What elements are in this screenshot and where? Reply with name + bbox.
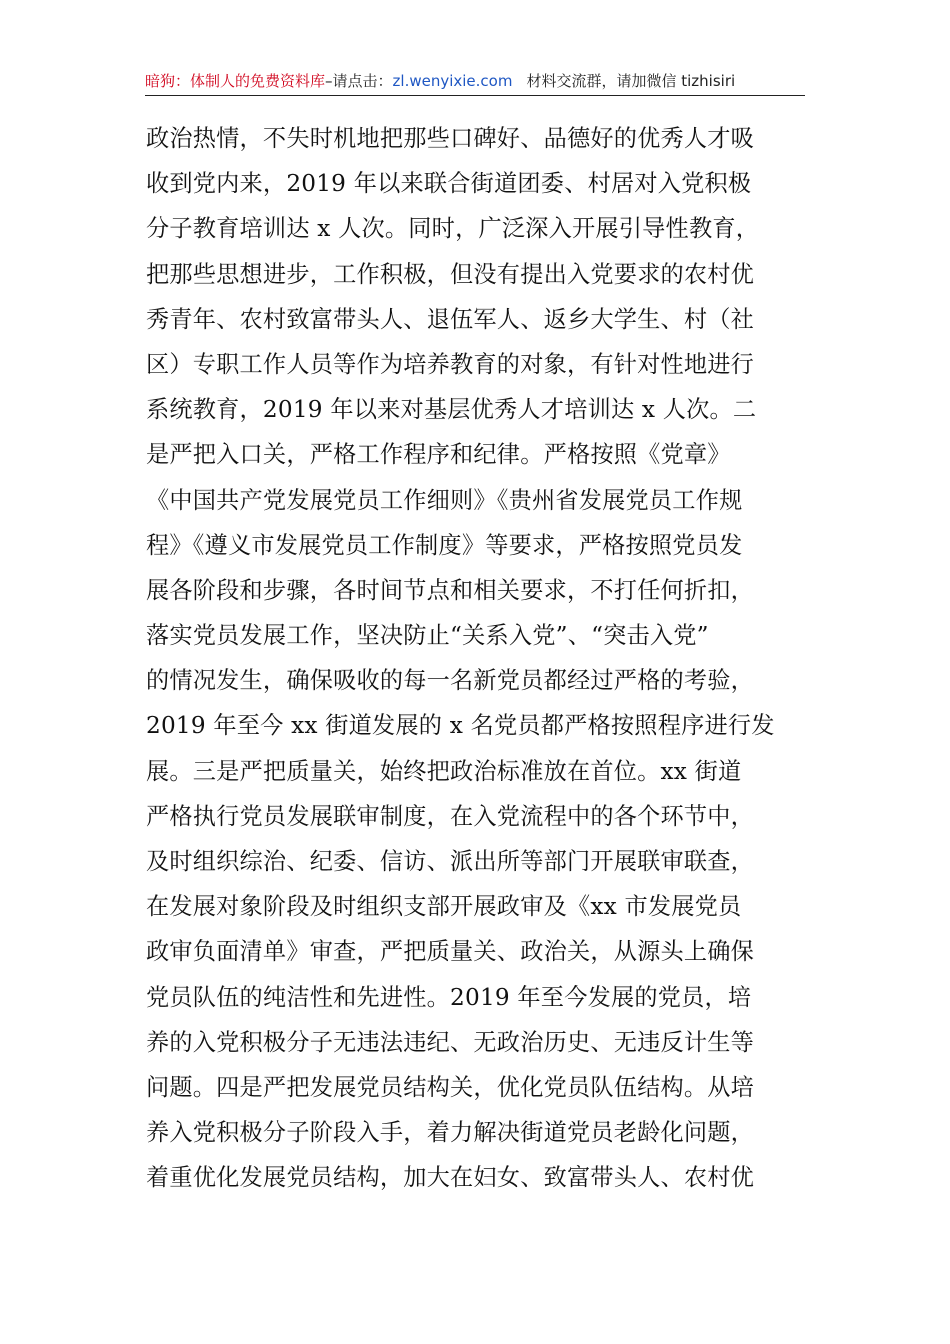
body-line: 着重优化发展党员结构，加大在妇女、致富带头人、农村优 (146, 1164, 755, 1192)
body-line: 严格执行党员发展联审制度，在入党流程中的各个环节中， (146, 802, 755, 830)
body-line: 分子教育培训达 x 人次。同时，广泛深入开展引导性教育， (146, 215, 760, 243)
body-line: 2019 年至今 xx 街道发展的 x 名党员都严格按照程序进行发 (146, 712, 775, 740)
body-line: 养入党积极分子阶段入手，着力解决街道党员老龄化问题， (146, 1119, 755, 1147)
header-click-prompt: –请点击： (325, 72, 393, 90)
body-line: 程》《遵义市发展党员工作制度》等要求，严格按照党员发 (146, 531, 743, 559)
header-divider (145, 95, 805, 96)
body-line: 是严把入口关，严格工作程序和纪律。严格按照《党章》 (146, 441, 731, 469)
body-line: 把那些思想进步，工作积极，但没有提出入党要求的农村优 (146, 260, 755, 288)
body-line: 政审负面清单》审查，严把质量关、政治关，从源头上确保 (146, 938, 755, 966)
header-url-link[interactable]: zl.wenyixie.com (392, 72, 513, 90)
body-line: 区）专职工作人员等作为培养教育的对象，有针对性地进行 (146, 350, 755, 378)
body-line: 政治热情，不失时机地把那些口碑好、品德好的优秀人才吸 (146, 125, 755, 152)
body-line: 系统教育，2019 年以来对基层优秀人才培训达 x 人次。二 (146, 396, 757, 424)
document-header (145, 68, 805, 94)
body-line: 展。三是严把质量关，始终把政治标准放在首位。xx 街道 (146, 757, 742, 785)
body-line: 养的入党积极分子无违法违纪、无政治历史、无违反计生等 (146, 1028, 755, 1056)
document-body (146, 116, 812, 1201)
body-line: 的情况发生，确保吸收的每一名新党员都经过严格的考验， (146, 667, 755, 695)
body-line: 秀青年、农村致富带头人、退伍军人、返乡大学生、村（社 (146, 305, 755, 333)
body-line: 及时组织综治、纪委、信访、派出所等部门开展联审联查， (146, 848, 755, 875)
body-line: 《中国共产党发展党员工作细则》《贵州省发展党员工作规 (146, 486, 743, 514)
body-line: 展各阶段和步骤，各时间节点和相关要求，不打任何折扣， (146, 576, 755, 604)
body-line: 问题。四是严把发展党员结构关，优化党员队伍结构。从培 (146, 1073, 755, 1101)
header-wechat-note: 材料交流群，请加微信 tizhisiri (526, 72, 736, 90)
body-line: 在发展对象阶段及时组织支部开展政审及《xx 市发展党员 (146, 893, 742, 921)
header-site-name: 暗狗：体制人的免费资料库 (145, 72, 326, 90)
body-line: 党员队伍的纯洁性和先进性。2019 年至今发展的党员，培 (146, 983, 752, 1011)
body-line: 收到党内来，2019 年以来联合街道团委、村居对入党积极 (146, 170, 752, 198)
body-line: 落实党员发展工作，坚决防止“关系入党”、“突击入党” (146, 622, 709, 650)
